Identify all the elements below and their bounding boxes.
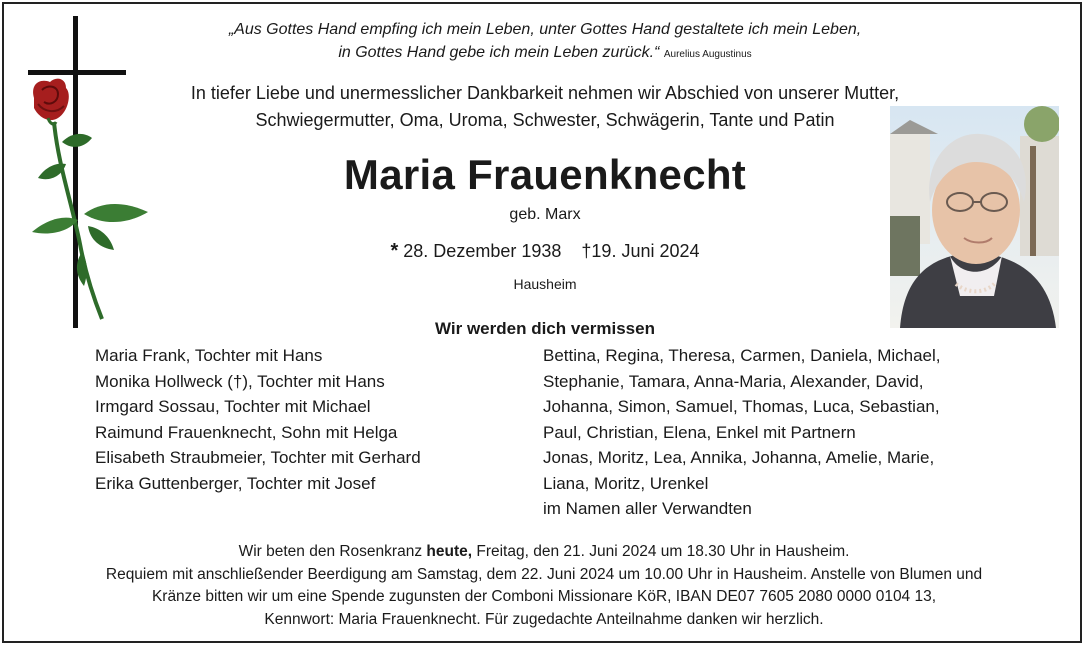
list-item: Monika Hollweck (†), Tochter mit Hans [95,371,385,391]
deceased-name: Maria Frauenknecht [343,151,747,198]
mourners-left-list [95,343,421,496]
service-details [20,541,1068,631]
list-item: Bettina, Regina, Theresa, Carmen, Daniela, Michael, [543,346,941,365]
list-item: Elisabeth Straubmeier, Tochter mit Gerhard [95,448,421,467]
cross-vertical-beam [73,16,78,328]
intro-text [130,80,960,134]
rose-leaf [77,252,87,286]
cross-with-rose-icon [14,14,150,332]
birth-symbol: * [390,240,399,262]
list-item: Maria Frank, Tochter mit Hans [95,346,323,365]
quote-line-1: „Aus Gottes Hand empfing ich mein Leben, unter Gottes Hand gestaltete ich mein Leben, [228,21,862,38]
rose-blossom [33,79,69,124]
quote-line-2: in Gottes Hand gebe ich mein Leben zurück.“ [338,44,660,61]
quote-block [150,18,940,66]
list-item: Johanna, Simon, Samuel, Thomas, Luca, Sebastian, [543,397,940,416]
death-symbol: † [581,241,592,261]
footer-line-1-bold: heute, [426,543,473,560]
cross-rose-graphic [14,14,150,332]
birth-name: geb. Marx [509,206,581,223]
list-item: Paul, Christian, Elena, Enkel mit Partnern [543,422,856,442]
rose-leaf [38,164,66,180]
footer-line-1 [20,541,1068,564]
list-item: Stephanie, Tamara, Anna-Maria, Alexander, David, [543,371,924,391]
intro-line-2: Schwiegermutter, Oma, Uroma, Schwester, Schwägerin, Tante und Patin [255,110,835,130]
place: Hausheim [513,276,577,292]
footer-line-1-post: Freitag, den 21. Juni 2024 um 18.30 Uhr in Hausheim. [476,543,850,560]
list-item: Jonas, Moritz, Lea, Annika, Johanna, Amelie, Marie, [543,448,935,467]
list-item: Irmgard Sossau, Tochter mit Michael [95,397,371,416]
list-item: Liana, Moritz, Urenkel [543,473,709,493]
rose-leaf [84,204,148,222]
list-item: Raimund Frauenknecht, Sohn mit Helga [95,422,398,442]
life-dates [300,240,790,263]
mourners-heading: Wir werden dich vermissen [435,319,655,338]
portrait-image [890,106,1059,328]
rose-leaf [62,134,92,147]
rose-leaf [88,226,114,250]
footer-line-4: Kennwort: Maria Frauenknecht. Für zugedachte Anteilnahme danken wir herzlich. [264,610,824,628]
cross-horizontal-beam [28,70,126,75]
quote-author: Aurelius Augustinus [663,49,752,60]
death-date: 19. Juni 2024 [591,241,700,261]
list-item: im Namen aller Verwandten [543,499,752,518]
birth-date: 28. Dezember 1938 [403,241,562,261]
list-item: Erika Guttenberger, Tochter mit Josef [95,473,376,493]
portrait-photo [890,106,1059,328]
footer-line-1-pre: Wir beten den Rosenkranz [238,543,423,560]
mourners-right-list [543,343,941,522]
footer-line-3: Kränze bitten wir um eine Spende zugunsten der Comboni Missionare KöR, IBAN DE07 7605 2080 0000 0104 13, [151,588,937,605]
rose-leaf [32,218,78,234]
footer-line-2: Requiem mit anschließender Beerdigung am Samstag, dem 22. Juni 2024 um 10.00 Uhr in Hausheim. Anstelle von Blumen und [105,565,983,583]
intro-line-1: In tiefer Liebe und unermesslicher Dankbarkeit nehmen wir Abschied von unserer Mutter, [190,83,900,103]
